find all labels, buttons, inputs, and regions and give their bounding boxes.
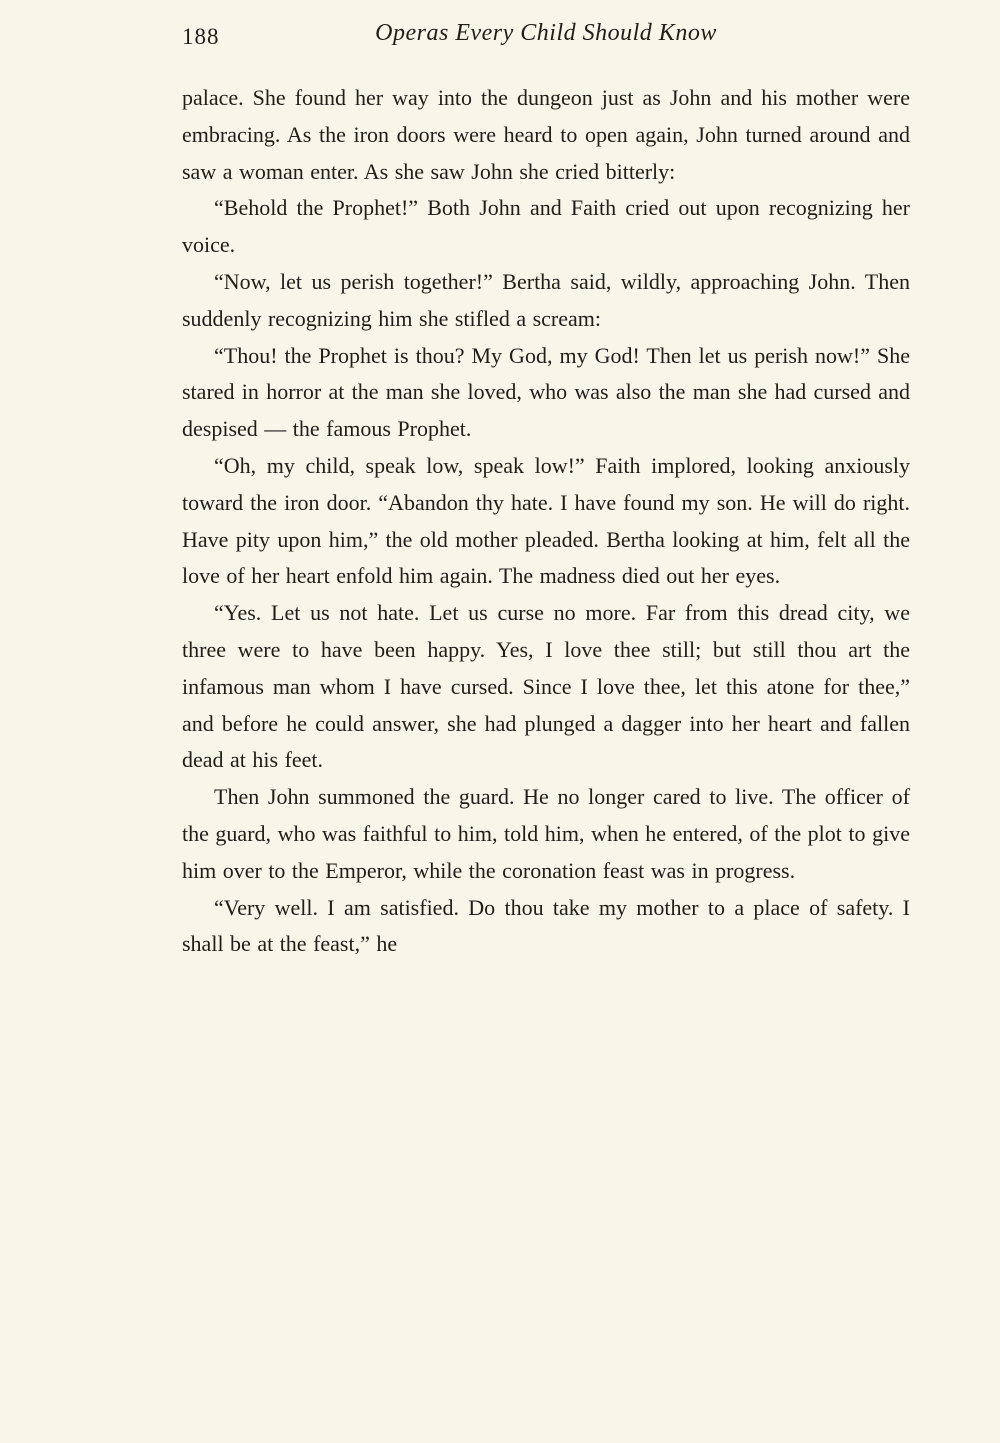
page-header xyxy=(182,20,910,60)
paragraph: “Behold the Prophet!” Both John and Faith cried out upon recognizing her voice. xyxy=(182,195,910,258)
page-number: 188 xyxy=(182,24,220,49)
paragraph: Then John summoned the guard. He no longer cared to live. The officer of the guard, who was faithful to him, told him, when he entered, of the plot to give him over to the Emperor, while the coronation feast was in progress. xyxy=(182,784,910,883)
paragraph: “Oh, my child, speak low, speak low!” Faith implored, looking anxiously toward the iron door. “Abandon thy hate. I have found my son. He will do right. Have pity upon him,” the old mother pleaded. Bertha looking at him, felt all the love of her heart enfold him again. The madness died out her eyes. xyxy=(182,452,910,589)
paragraph: “Yes. Let us not hate. Let us curse no more. Far from this dread city, we three were to have been happy. Yes, I love thee still; but still thou art the infamous man whom I have cursed. Since I love thee, let this atone for thee,” and before he could answer, she had plunged a dagger into her heart and fallen dead at his feet. xyxy=(182,600,910,773)
text-block xyxy=(182,80,910,963)
running-title: Operas Every Child Should Know xyxy=(375,20,717,46)
paragraph: “Now, let us perish together!” Bertha said, wildly, approaching John. Then suddenly recognizing him she stifled a scream: xyxy=(182,268,910,331)
paragraph: palace. She found her way into the dungeon just as John and his mother were embracing. As the iron doors were heard to open again, John turned around and saw a woman enter. As she saw John she cried bitterly: xyxy=(182,85,910,184)
paragraph: “Thou! the Prophet is thou? My God, my God! Then let us perish now!” She stared in horror at the man she loved, who was also the man she had cursed and despised — the famous Prophet. xyxy=(182,342,910,442)
paragraph: “Very well. I am satisfied. Do thou take my mother to a place of safety. I shall be at the feast,” he xyxy=(182,894,910,957)
